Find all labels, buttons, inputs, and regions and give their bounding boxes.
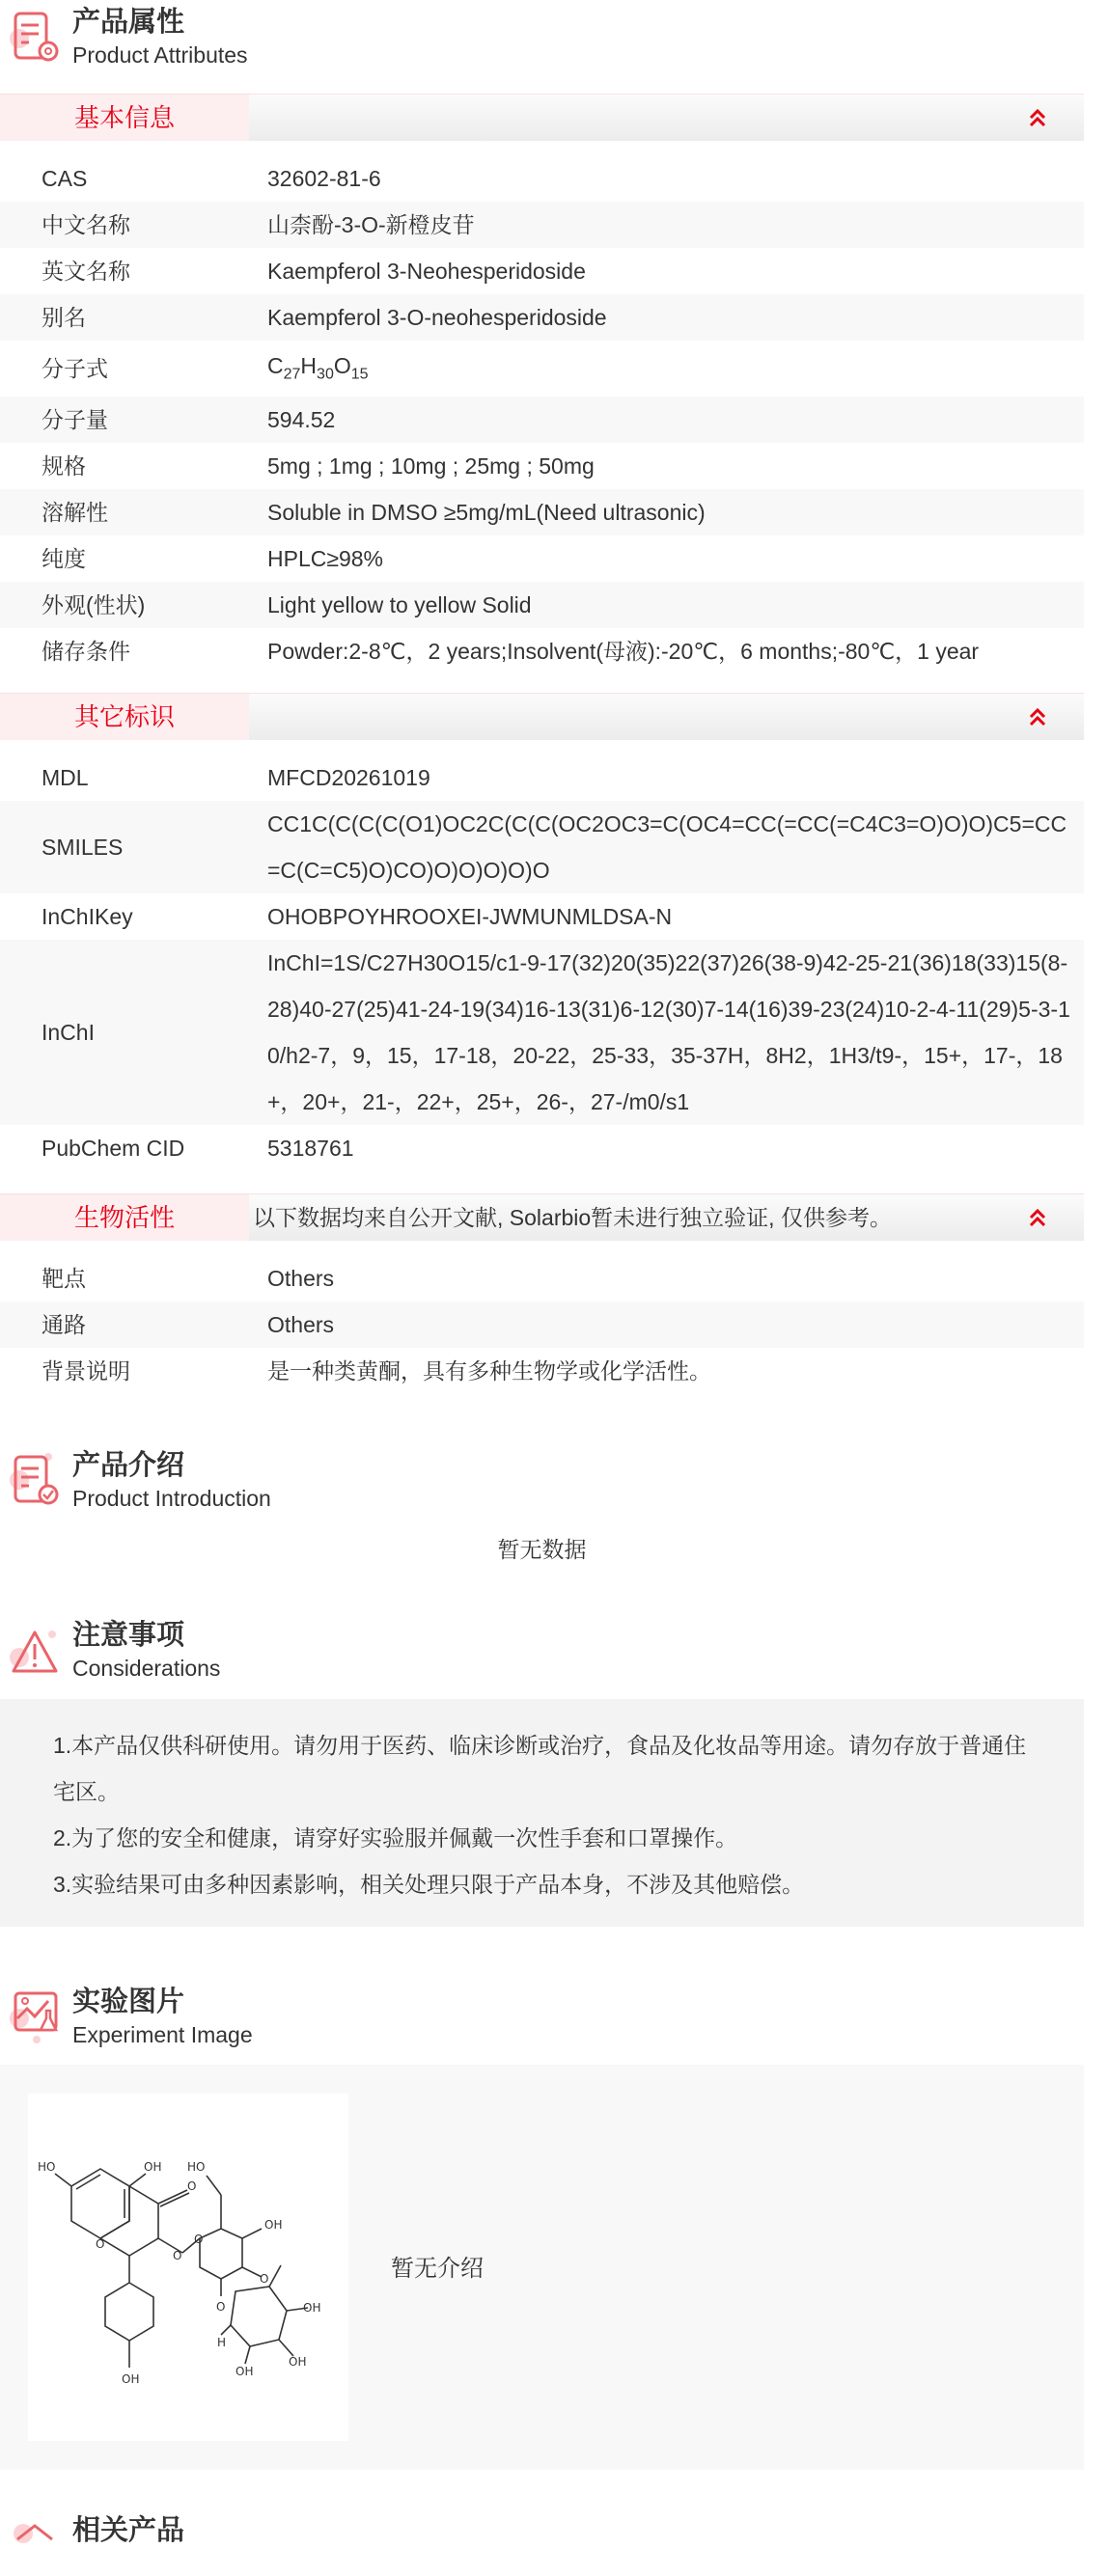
section-title-cn: 产品介绍 [72,1450,185,1481]
atom-label: O [187,2179,197,2193]
row-value: InChI=1S/C27H30O15/c1-9-17(32)20(35)22(37)26(38-9)42-25-21(36)18(33)15(8-28)40-27(25)41-24-19(34)16-13(31)6-12(30)7-14(16)39-23(24)10-2-4-11(29)5-3-10/h2-7，9，15，17-18，20-22，25-33，35-37H，8H2，1H3/t9-，15+，17-，18+，20+，21-，22+，25+，26-，27-/m0/s1 [267,950,1070,1114]
row-label: MDL [42,765,89,790]
double-chevron-up-icon[interactable] [1026,1206,1049,1229]
experiment-box [0,2065,1084,2470]
table-row [0,1255,1084,1302]
row-value: 山柰酚-3-O-新橙皮苷 [267,212,475,237]
table-row [0,397,1084,443]
section-heading-experiment [0,1984,1084,2051]
section-heading-considerations [0,1617,1084,1685]
section-title-en: Product Attributes [72,42,248,68]
formula-value: $C_{27}H_{30}O_{15}$ [267,353,369,383]
row-label: 规格 [42,453,86,479]
table-row [0,443,1084,489]
atom-label: O [96,2237,105,2251]
row-label: PubChem CID [42,1136,185,1161]
section-title-cn: 相关产品 [72,2515,185,2546]
atom-label: OH [144,2160,162,2174]
basic-info-table [0,155,1084,674]
row-label: 分子式 [42,356,108,381]
empty-state-text: 暂无数据 [497,1537,587,1562]
row-label: InChIKey [42,904,133,929]
row-value: Kaempferol 3-Neohesperidoside [267,259,586,284]
row-value: 是一种类黄酮，具有多种生物学或化学活性。 [267,1358,711,1384]
row-label: SMILES [42,835,124,860]
row-value: Powder:2-8℃，2 years;Insolvent(母液):-20℃，6 months;-80℃，1 year [267,639,980,664]
group-header-basic[interactable] [0,94,1084,141]
subscript: 30 [317,366,334,383]
image-flask-icon [10,1989,60,2043]
table-row [0,202,1084,248]
other-identifiers-table [0,754,1084,1171]
considerations-box [0,1699,1084,1927]
document-gear-icon [10,10,60,64]
row-value: Light yellow to yellow Solid [267,592,532,617]
notice-item: 2.为了您的安全和健康，请穿好实验服并佩戴一次性手套和口罩操作。 [53,1825,738,1850]
row-label: 中文名称 [42,212,130,237]
row-value: CC1C(C(C(C(O1)OC2C(C(C(OC2OC3=C(OC4=CC(=CC(=C4C3=O)O)O)C5=CC=C(C=C5)O)CO)O)O)O)O)O [267,811,1067,883]
table-row [0,1348,1084,1394]
table-row [0,1125,1084,1171]
atom-label: OH [235,2365,254,2378]
row-label: 储存条件 [42,639,130,664]
row-label: 靶点 [42,1266,86,1291]
section-heading-introduction [0,1447,1084,1515]
row-label: 别名 [42,305,86,330]
group-header-bio[interactable] [0,1193,1084,1241]
table-row [0,248,1084,294]
row-label: InChI [42,1020,95,1045]
row-value: Soluble in DMSO ≥5mg/mL(Need ultrasonic) [267,500,706,525]
atom-label: O [173,2249,182,2262]
bioactivity-table [0,1255,1084,1394]
section-title-cn: 注意事项 [72,1620,185,1651]
atom-label: OH [122,2372,140,2386]
atom-label: HO [38,2160,56,2174]
atom-label: H [217,2336,227,2349]
row-label: 英文名称 [42,259,130,284]
atom-label: O [194,2233,204,2246]
section-title-cn: 实验图片 [72,1987,185,2017]
section-title-en: Experiment Image [72,2022,253,2047]
group-header-other[interactable] [0,693,1084,740]
table-row [0,940,1084,1125]
row-value: MFCD20261019 [267,765,430,790]
row-label: 纯度 [42,546,86,571]
row-label: 分子量 [42,407,108,432]
warning-triangle-icon [10,1623,60,1677]
table-row [0,1302,1084,1348]
atom-label: OH [303,2301,321,2315]
row-value: OHOBPOYHROOXEI-JWMUNMLDSA-N [267,904,673,929]
chemical-structure-diagram [28,2094,348,2441]
related-products-icon [10,2514,60,2568]
row-label: 溶解性 [42,500,108,525]
row-value: HPLC≥98% [267,546,384,571]
row-label: 背景说明 [42,1358,130,1384]
row-value: 5mg ; 1mg ; 10mg ; 25mg ; 50mg [267,453,595,479]
row-label: 通路 [42,1312,86,1337]
disclaimer-note: 以下数据均来自公开文献, Solarbio暂未进行独立验证, 仅供参考。 [253,1205,892,1230]
table-row [0,535,1084,582]
atom-label: OH [289,2355,307,2369]
group-label: 生物活性 [0,1194,249,1241]
row-value: Others [267,1266,335,1291]
table-row [0,628,1084,674]
row-value: 32602-81-6 [267,166,381,191]
table-row [0,754,1084,801]
row-value: Others [267,1312,335,1337]
table-row [0,294,1084,341]
atom-label: O [216,2300,226,2314]
subscript: 27 [283,366,301,383]
section-heading-related [0,2508,1084,2576]
group-label: 其它标识 [0,694,249,740]
row-label: CAS [42,166,88,191]
atom-label: O [260,2272,269,2286]
subscript: 15 [350,366,369,383]
row-value: 5318761 [267,1136,354,1161]
section-title-cn: 产品属性 [72,7,185,38]
section-title-en: Considerations [72,1656,221,1681]
document-check-icon [10,1453,60,1507]
structure-image[interactable] [28,2094,348,2441]
table-row [0,582,1084,628]
table-row [0,341,1084,397]
notice-item: 1.本产品仅供科研使用。请勿用于医药、临床诊断或治疗，食品及化妆品等用途。请勿存放于普通住宅区。 [53,1733,1027,1804]
row-label: 外观(性状) [42,592,146,617]
group-label: 基本信息 [0,95,249,141]
experiment-description: 暂无介绍 [391,2256,484,2282]
notice-item: 3.实验结果可由多种因素影响，相关处理只限于产品本身，不涉及其他赔偿。 [53,1872,805,1897]
section-heading-attributes [0,4,1084,71]
table-row [0,893,1084,940]
row-value: Kaempferol 3-O-neohesperidoside [267,305,607,330]
atom-label: OH [264,2218,283,2232]
table-row [0,155,1084,202]
atom-label: HO [187,2160,206,2174]
table-row [0,801,1084,893]
table-row [0,489,1084,535]
section-title-en: Product Introduction [72,1486,271,1511]
double-chevron-up-icon[interactable] [1026,106,1049,129]
double-chevron-up-icon[interactable] [1026,705,1049,728]
row-value: 594.52 [267,407,336,432]
